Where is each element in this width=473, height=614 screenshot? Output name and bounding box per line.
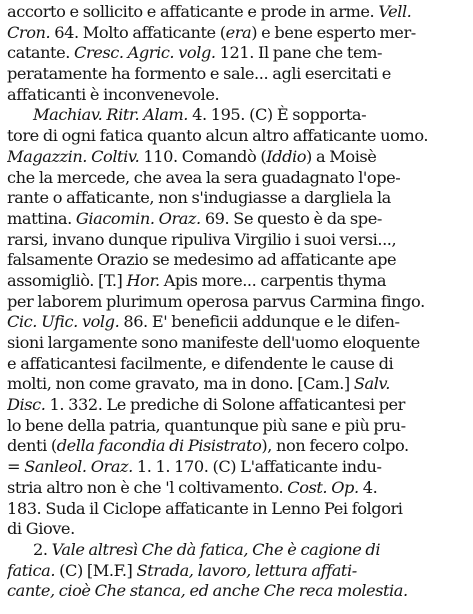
body-text: sioni largamente sono manifeste dell'uomo eloquente xyxy=(7,333,420,352)
body-text: 64. Molto affaticante ( xyxy=(50,22,226,42)
body-text: di Giove. xyxy=(7,519,75,539)
text-line xyxy=(7,250,466,271)
citation-text: Sanleol. Oraz. xyxy=(24,457,133,477)
body-text: 86. E' beneficii addunque e le difen- xyxy=(119,312,400,332)
body-text: stria altro non è che 'l coltivamento. xyxy=(7,477,288,497)
text-line xyxy=(7,105,466,126)
text-line xyxy=(7,540,466,561)
text-line xyxy=(7,333,466,354)
text-line xyxy=(7,581,466,602)
body-text: Apis more... carpentis thyma xyxy=(159,270,387,290)
citation-text: Cron. xyxy=(7,22,51,42)
text-line xyxy=(7,561,466,582)
body-text: ) e bene esperto mer- xyxy=(251,22,416,42)
citation-text: fatica. xyxy=(7,560,56,580)
body-text: lo bene della patria, quantunque più sane e più pru- xyxy=(7,415,406,435)
body-text: 2. xyxy=(33,539,52,559)
text-line xyxy=(7,23,466,44)
citation-text: Vell. xyxy=(378,2,412,21)
body-text: assomigliò. [T.] xyxy=(7,270,127,290)
body-text: e affaticantesi facilmente, e difendente le cause di xyxy=(7,353,394,373)
text-line xyxy=(7,43,466,64)
body-text: 121. Il pane che tem- xyxy=(215,43,382,63)
body-text: 4. 195. (C) È sopporta- xyxy=(188,105,367,125)
text-line xyxy=(7,2,466,23)
text-line xyxy=(7,209,466,230)
text-line xyxy=(7,374,466,395)
body-text: 69. Se questo è da spe- xyxy=(200,208,382,228)
text-line xyxy=(7,188,466,209)
body-text: denti ( xyxy=(7,436,57,456)
text-line xyxy=(7,126,466,147)
body-text: falsamente Orazio se medesimo ad affaticante ape xyxy=(7,250,397,270)
text-line xyxy=(7,271,466,292)
text-line xyxy=(7,416,466,437)
body-text: catante. xyxy=(7,43,75,63)
citation-text: Salv. xyxy=(353,374,390,394)
body-text: tore di ogni fatica quanto alcun altro affaticante uomo. xyxy=(7,126,429,146)
body-text: = xyxy=(7,457,25,477)
text-line xyxy=(7,230,466,251)
body-text: 4. xyxy=(358,477,378,497)
text-line xyxy=(7,292,466,313)
body-text: rante o affaticante, non s'indugiasse a dargliela la xyxy=(7,188,391,208)
citation-text: Iddio xyxy=(266,146,307,166)
text-line xyxy=(7,85,466,106)
body-text: ) a Moisè xyxy=(306,146,377,166)
citation-text: Machiav. Ritr. Alam. xyxy=(33,105,188,125)
body-text: 110. Comandò ( xyxy=(139,146,267,166)
body-text: 183. Suda il Ciclope affaticante in Lenno Pei folgori xyxy=(7,498,403,518)
text-line xyxy=(7,64,466,85)
text-line xyxy=(7,436,466,457)
citation-text: Cic. Ufic. volg. xyxy=(7,312,120,332)
citation-text: Disc. xyxy=(7,395,46,415)
text-line xyxy=(7,168,466,189)
body-text: (C) [M.F.] xyxy=(55,560,137,580)
text-line xyxy=(7,519,466,540)
body-text: mattina. xyxy=(7,208,76,228)
text-line xyxy=(7,478,466,499)
body-text: ), non fecero colpo. xyxy=(261,436,409,456)
citation-text: Vale altresì Che dà fatica, Che è cagione di xyxy=(51,539,381,559)
citation-text: Magazzin. Coltiv. xyxy=(7,146,140,166)
citation-text: Strada, lavoro, lettura affati- xyxy=(136,560,357,580)
citation-text: Hor. xyxy=(126,270,160,290)
text-line xyxy=(7,312,466,333)
text-line xyxy=(7,395,466,416)
text-line xyxy=(7,457,466,478)
body-text: che la mercede, che avea la sera guadagnato l'ope- xyxy=(7,167,401,187)
body-text: rarsi, invano dunque ripuliva Virgilio i suoi versi..., xyxy=(7,229,397,249)
citation-text: Giacomin. Oraz. xyxy=(75,208,201,228)
citation-text: Cresc. Agric. volg. xyxy=(74,43,216,63)
citation-text: della facondia di Pisistrato xyxy=(56,436,262,456)
body-text: accorto e sollicito e affaticante e prode in arme. xyxy=(7,2,379,21)
body-text: per laborem plurimum operosa parvus Carmina fingo. xyxy=(7,291,425,311)
citation-text: Cost. Op. xyxy=(287,477,359,497)
text-line xyxy=(7,354,466,375)
text-line xyxy=(7,147,466,168)
body-text: peratamente ha formento e sale... agli esercitati e xyxy=(7,64,391,84)
body-text: affaticanti è inconvenevole. xyxy=(7,84,220,104)
body-text: molti, non come gravato, ma in dono. [Cam.] xyxy=(7,374,354,394)
body-text: 1. 1. 170. (C) L'affaticante indu- xyxy=(132,457,382,477)
body-text: 1. 332. Le prediche di Solone affaticantesi per xyxy=(45,395,405,415)
text-line xyxy=(7,499,466,520)
citation-text: era xyxy=(225,22,252,42)
citation-text: cante, cioè Che stanca, ed anche Che reca molestia. xyxy=(7,581,408,601)
